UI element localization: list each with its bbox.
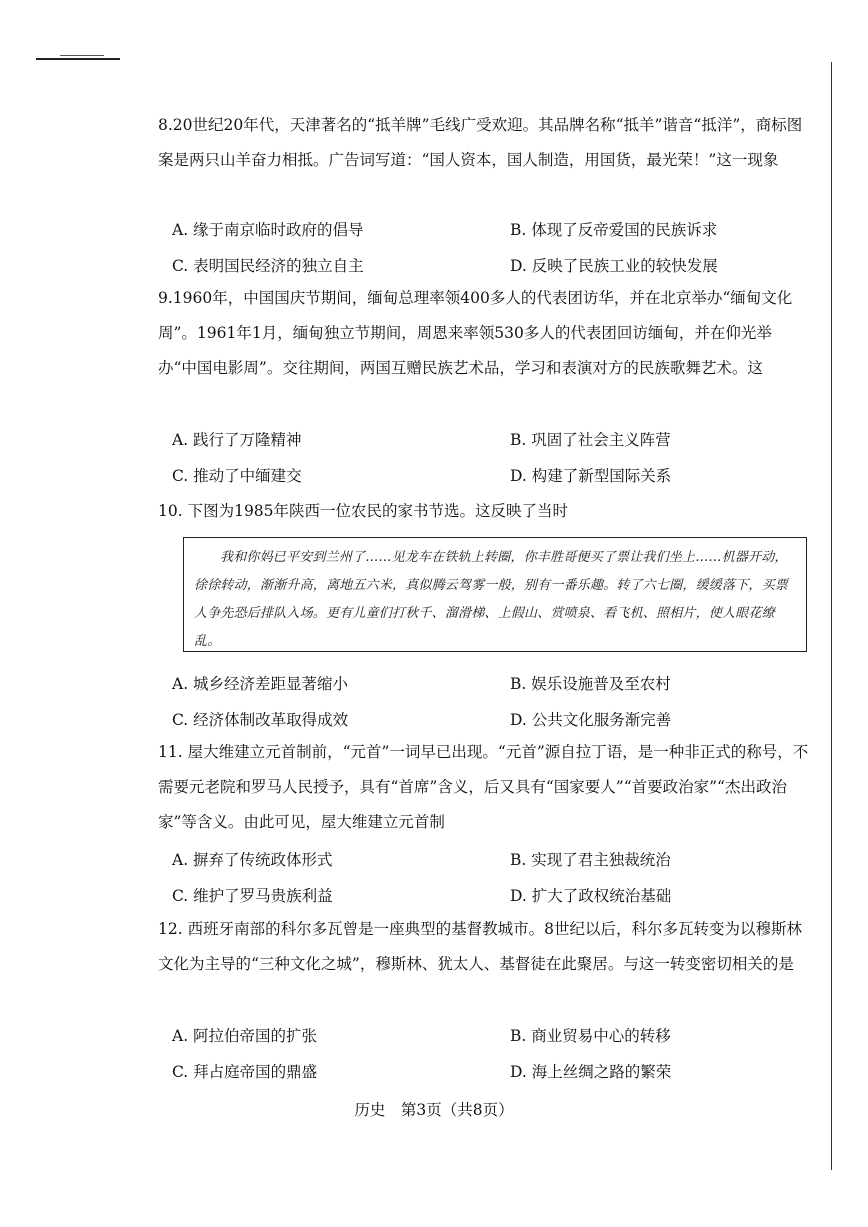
option-a[interactable]: A. 缘于南京临时政府的倡导 [172,221,364,239]
header-rule-secondary [60,55,104,56]
header-rule [36,58,120,60]
option-row [172,848,812,872]
option-row [172,708,812,732]
question-8-stem: 8.20世纪20年代，天津著名的“抵羊牌”毛线广受欢迎。其品牌名称“抵羊”谐音“抵洋”，商标图案是两只山羊奋力相抵。广告词写道：“国人资本，国人制造，用国货，最光荣！”这一现象 [158,116,803,169]
option-row [172,672,812,696]
option-d[interactable]: D. 反映了民族工业的较快发展 [510,257,718,275]
question-12-stem: 12. 西班牙南部的科尔多瓦曾是一座典型的基督教城市。8世纪以后，科尔多瓦转变为以穆斯林文化为主导的“三种文化之城”，穆斯林、犹太人、基督徒在此聚居。与这一转变密切相关的是 [158,920,802,973]
option-b[interactable]: B. 巩固了社会主义阵营 [510,431,671,449]
option-c[interactable]: C. 推动了中缅建交 [172,467,302,485]
option-c[interactable]: C. 经济体制改革取得成效 [172,711,349,729]
option-d[interactable]: D. 构建了新型国际关系 [510,467,672,485]
question-10-stem: 10. 下图为1985年陕西一位农民的家书节选。这反映了当时 [158,502,569,520]
option-a[interactable]: A. 阿拉伯帝国的扩张 [172,1027,318,1045]
page-footer: 历史 第3页（共8页） [354,1101,514,1119]
question-11-stem: 11. 屋大维建立元首制前，“元首”一词早已出现。“元首”源自拉丁语，是一种非正式的称号，不需要元老院和罗马人民授予，具有“首席”含义，后又具有“国家要人”“首要政治家”“杰出政治家”等含义。由此可见，屋大维建立元首制 [158,743,809,831]
option-c[interactable]: C. 维护了罗马贵族利益 [172,887,333,905]
option-b[interactable]: B. 娱乐设施普及至农村 [510,675,671,693]
option-row [172,254,812,278]
option-d[interactable]: D. 扩大了政权统治基础 [510,887,672,905]
option-row [172,1060,812,1084]
option-row [172,884,812,908]
right-margin-rule [831,62,832,1170]
letter-text: 我和你妈已平安到兰州了……见龙车在铁轨上转圈，你丰胜哥便买了票让我们坐上……机器开动，徐徐转动，渐渐升高，离地五六米，真似腾云驾雾一般，别有一番乐趣。转了六七圈，缓缓落下，买票人争先恐后排队入场。更有儿童们打秋千、溜滑梯、上假山、赏喷泉、看飞机、照相片，使人眼花缭乱。 [194,550,789,649]
option-c[interactable]: C. 拜占庭帝国的鼎盛 [172,1063,318,1081]
option-d[interactable]: D. 海上丝绸之路的繁荣 [510,1063,672,1081]
option-a[interactable]: A. 践行了万隆精神 [172,431,302,449]
family-letter-excerpt [183,537,807,652]
option-b[interactable]: B. 实现了君主独裁统治 [510,851,671,869]
option-a[interactable]: A. 城乡经济差距显著缩小 [172,675,349,693]
option-row [172,218,812,242]
option-row [172,428,812,452]
option-b[interactable]: B. 体现了反帝爱国的民族诉求 [510,221,718,239]
option-row [172,464,812,488]
option-a[interactable]: A. 摒弃了传统政体形式 [172,851,333,869]
option-row [172,1024,812,1048]
option-d[interactable]: D. 公共文化服务渐完善 [510,711,672,729]
option-c[interactable]: C. 表明国民经济的独立自主 [172,257,364,275]
question-9-stem: 9.1960年，中国国庆节期间，缅甸总理率领400多人的代表团访华，并在北京举办“缅甸文化周”。1961年1月，缅甸独立节期间，周恩来率领530多人的代表团回访缅甸，并在仰光举办“中国电影周”。交往期间，两国互赠民族艺术品，学习和表演对方的民族歌舞艺术。这 [158,289,793,377]
option-b[interactable]: B. 商业贸易中心的转移 [510,1027,671,1045]
